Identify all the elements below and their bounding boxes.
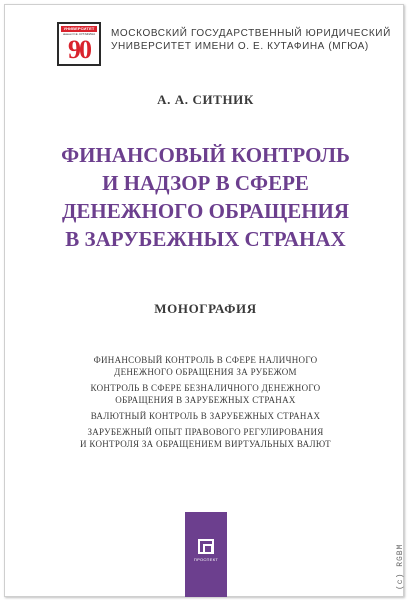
- topics-list: [0, 354, 411, 454]
- topic-line: ДЕНЕЖНОГО ОБРАЩЕНИЯ ЗА РУБЕЖОМ: [114, 367, 297, 377]
- university-name: [111, 27, 391, 53]
- publisher-label: ПРОСПЕКТ: [193, 557, 219, 562]
- topic-line: ВАЛЮТНЫЙ КОНТРОЛЬ В ЗАРУБЕЖНЫХ СТРАНАХ: [90, 411, 321, 421]
- publisher-badge: [185, 512, 227, 597]
- topic-line: ОБРАЩЕНИЯ В ЗАРУБЕЖНЫХ СТРАНАХ: [115, 395, 296, 405]
- book-title-line-1: ФИНАНСОВЫЙ КОНТРОЛЬ: [61, 143, 350, 167]
- logo-number: 90: [68, 35, 90, 64]
- book-title-line-3: ДЕНЕЖНОГО ОБРАЩЕНИЯ: [61, 199, 350, 223]
- topic-line: ЗАРУБЕЖНЫЙ ОПЫТ ПРАВОВОГО РЕГУЛИРОВАНИЯ: [87, 427, 324, 437]
- topic-item: [0, 410, 411, 422]
- logo-top-text: УНИВЕРСИТЕТ: [61, 26, 97, 32]
- topic-item: [0, 354, 411, 378]
- book-title-line-4: В ЗАРУБЕЖНЫХ СТРАНАХ: [65, 227, 346, 251]
- topic-line: И КОНТРОЛЯ ЗА ОБРАЩЕНИЕМ ВИРТУАЛЬНЫХ ВАЛЮТ: [80, 439, 331, 449]
- book-genre: МОНОГРАФИЯ: [154, 301, 257, 316]
- scan-watermark: (c) RGBM: [396, 543, 405, 590]
- topic-line: ФИНАНСОВЫЙ КОНТРОЛЬ В СФЕРЕ НАЛИЧНОГО: [93, 355, 318, 365]
- author-name: А. А. СИТНИК: [157, 92, 254, 107]
- publisher-logo-icon: [198, 539, 214, 554]
- book-title: [0, 141, 411, 253]
- university-anniversary-logo: [57, 22, 101, 66]
- topic-item: [0, 382, 411, 406]
- topic-line: КОНТРОЛЬ В СФЕРЕ БЕЗНАЛИЧНОГО ДЕНЕЖНОГО: [90, 383, 321, 393]
- book-title-line-2: И НАДЗОР В СФЕРЕ: [102, 171, 309, 195]
- university-name-line-2: УНИВЕРСИТЕТ ИМЕНИ О. Е. КУТАФИНА (МГЮА): [111, 41, 369, 52]
- university-name-line-1: МОСКОВСКИЙ ГОСУДАРСТВЕННЫЙ ЮРИДИЧЕСКИЙ: [111, 28, 391, 39]
- logo-sub-text: имени О.Е. КУТАФИНА: [62, 32, 96, 36]
- topic-item: [0, 426, 411, 450]
